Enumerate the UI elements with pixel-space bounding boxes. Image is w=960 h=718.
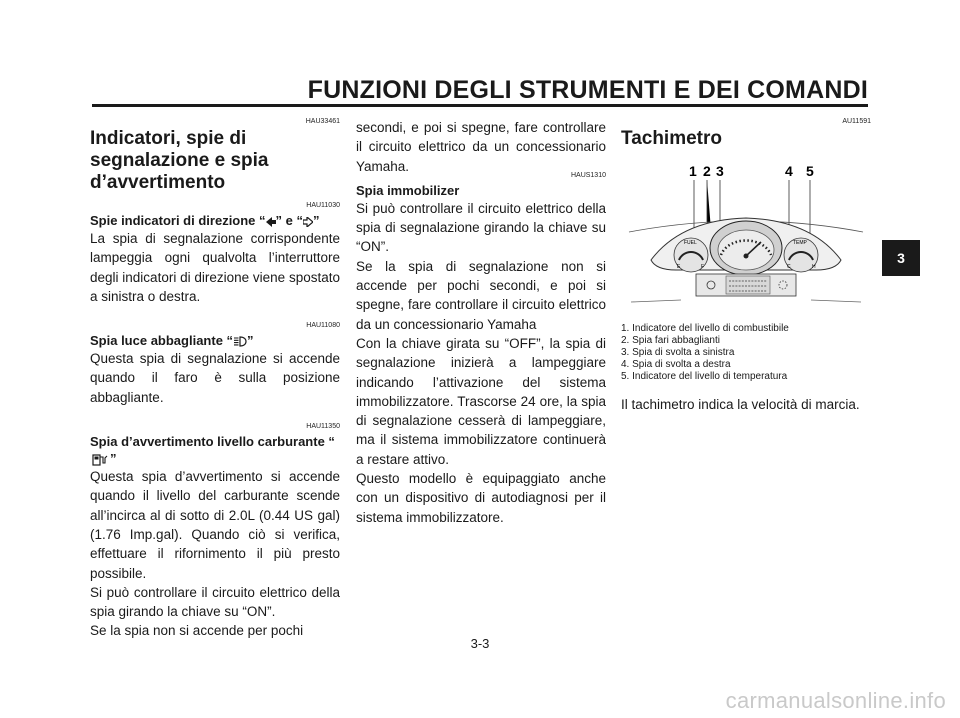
column-right <box>621 116 871 414</box>
section-code: HAU11030 <box>306 202 340 209</box>
immobilizer-text: Questo modello è equipaggiato anche con un dispositivo di autodiagnosi per il sistema immobilizzatore. <box>356 471 606 525</box>
caption-item: 1. Indicatore del livello di combustibile <box>621 323 789 334</box>
continued-text: secondi, e poi si spegne, fare controllare il circuito elettrico da un concessionario Yamaha. <box>356 120 606 174</box>
dash-label-f: F <box>701 264 705 270</box>
dash-label-e: E <box>677 264 681 270</box>
turn-signal-heading: Spie indicatori di direzione “ ” e “ ” <box>90 213 320 228</box>
column-middle <box>356 118 606 527</box>
page-title: FUNZIONI DEGLI STRUMENTI E DEI COMANDI <box>307 76 868 104</box>
section-code: HAU33461 <box>305 118 340 125</box>
section-code: HAUS1310 <box>570 171 606 179</box>
high-beam-heading: Spia luce abbagliante “ ” <box>90 333 254 349</box>
section-code: AU11591 <box>842 118 871 125</box>
callout-4: 4 <box>785 163 793 179</box>
page-number: 3-3 <box>470 636 490 651</box>
speedometer-heading: Tachimetro <box>621 128 723 149</box>
left-arrow-icon <box>266 217 276 227</box>
fuel-warning-heading: Spia d’avvertimento livello carburante “” <box>90 434 335 467</box>
figure-captions <box>621 323 871 383</box>
column-left <box>90 116 340 641</box>
watermark: carmanualsonline.info <box>725 688 946 713</box>
fuel-warning-text: Se la spia non si accende per pochi <box>90 623 304 639</box>
immobilizer-heading: Spia immobilizer <box>356 182 460 198</box>
callout-1: 1 <box>689 163 697 179</box>
high-beam-icon <box>233 336 247 347</box>
immobilizer-text: Se la spia di segnalazione non si accende per pochi secondi, e poi si spegne, fare controllare il circuito elettrico da un concessionario Yamaha <box>356 258 606 332</box>
callout-3: 3 <box>716 163 724 179</box>
callout-5: 5 <box>806 163 814 179</box>
title-rule <box>92 104 868 107</box>
section-code: HAU11080 <box>306 322 340 330</box>
immobilizer-text: Si può controllare il circuito elettrico della spia di segnalazione girando la chiave su “ON”. <box>356 200 606 255</box>
dash-label-h: H <box>812 264 816 270</box>
caption-item: 4. Spia di svolta a destra <box>621 359 731 370</box>
high-beam-text: Questa spia di segnalazione si accende quando il faro è sulla posizione abbagliante. <box>90 351 340 405</box>
fuel-pump-icon <box>90 453 110 467</box>
dash-label-temp: TEMP <box>793 240 807 246</box>
chapter-tab: 3 <box>882 240 920 276</box>
section-code: HAU11350 <box>306 423 340 431</box>
caption-item: 5. Indicatore del livello di temperatura <box>621 371 788 382</box>
turn-signal-text: La spia di segnalazione corrispondente lampeggia ogni qualvolta l’interruttore degli indicatori di direzione viene spostato a sinistra o destra. <box>90 231 340 304</box>
dash-label-c: C <box>787 264 791 270</box>
main-heading: Indicatori, spie di segnalazione e spia d’avvertimento <box>90 128 269 193</box>
speedometer-text: Il tachimetro indica la velocità di marcia. <box>621 397 860 412</box>
caption-item: 2. Spia fari abbaglianti <box>621 335 720 346</box>
fuel-warning-text: Questa spia d’avvertimento si accende quando il livello del carburante scende all’incirca al di sotto di 2.0L (0.44 US gal) (1.76 Imp.gal). Quando ciò si verifica, effettuare il rifornimento il più presto possibile. <box>90 469 340 581</box>
dash-label-fuel: FUEL <box>684 240 697 246</box>
fuel-warning-text: Si può controllare il circuito elettrico della spia girando la chiave su “ON”. <box>90 584 340 620</box>
caption-item: 3. Spia di svolta a sinistra <box>621 347 735 358</box>
right-arrow-icon <box>303 217 313 227</box>
callout-2: 2 <box>703 163 711 179</box>
speedometer-figure <box>621 160 871 310</box>
immobilizer-text: Con la chiave girata su “OFF”, la spia di segnalazione inizierà a lampeggiare indicando l’attivazione del sistema immobilizzatore. Trascorse 24 ore, la spia di segnalazione cesserà di lampeggiare, ma il sistema immobilizzatore continuerà a restare attivo. <box>356 335 606 467</box>
